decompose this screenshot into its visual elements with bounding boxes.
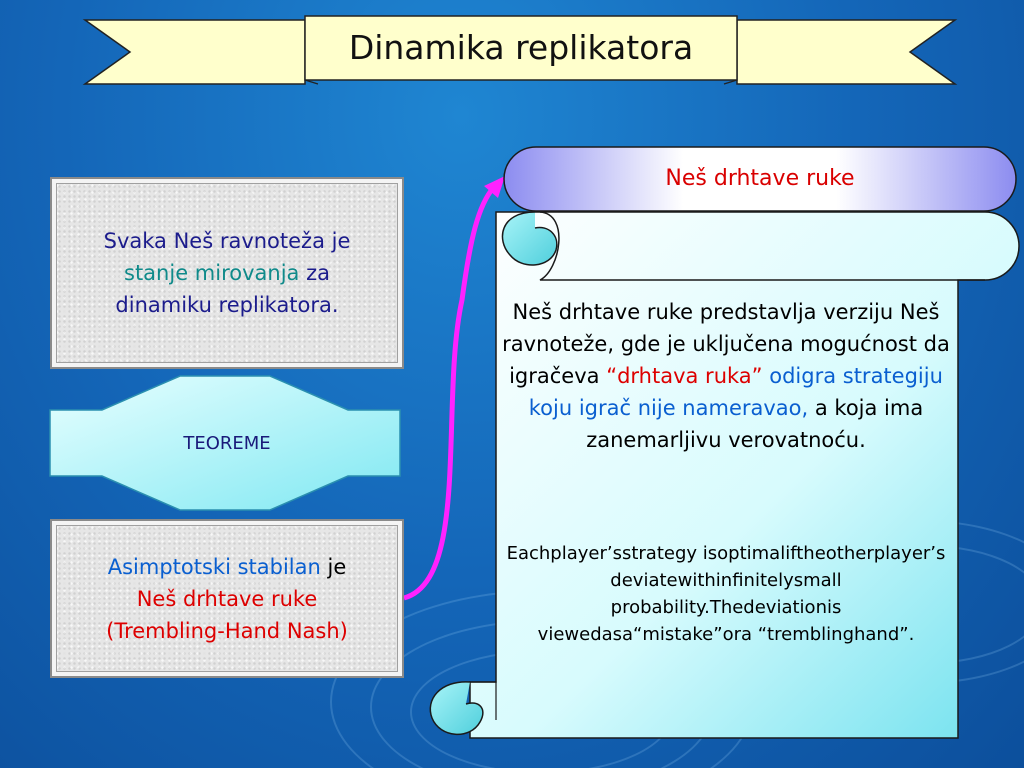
scroll-english-text: Eachplayer’sstrategy isoptimaliftheotherplayer’s deviatewithinfinitelysmall probability.Thedeviationis viewedasa“mistake”ora “tremblinghand”. (506, 543, 946, 645)
definition-quote: “drhtava ruka” (606, 364, 763, 388)
definition-highlight: odigra strategiju koju igrač nije nameravao, (528, 364, 943, 420)
curved-arrow (404, 176, 505, 598)
scroll-paper (430, 212, 1019, 738)
scroll-definition (502, 296, 950, 456)
statement-red-text: Neš drhtave ruke (136, 586, 318, 611)
statement-text: za (306, 261, 330, 285)
statement-text: Svaka Neš ravnoteža je (103, 229, 351, 253)
statement-highlight: stanje mirovanja (124, 261, 300, 285)
statement-box-1 (50, 177, 404, 369)
statement-text: je (327, 554, 347, 579)
statement-box-2 (50, 519, 404, 678)
teoreme-label: TEOREME (183, 433, 271, 454)
statement-highlight: Asimptotski stabilan (107, 554, 321, 579)
definition-text: a koja ima zanemarljivu verovatnoću. (586, 396, 924, 452)
page-title: Dinamika replikatora (348, 28, 694, 67)
statement-text: dinamiku replikatora. (115, 293, 339, 317)
definition-text: Neš drhtave ruke predstavlja verziju Neš ravnoteže, gde je uključena mogućnost da igračeva (502, 300, 950, 388)
heading-pill-label: Neš drhtave ruke (665, 166, 855, 191)
statement-red-text: (Trembling-Hand Nash) (106, 618, 348, 643)
